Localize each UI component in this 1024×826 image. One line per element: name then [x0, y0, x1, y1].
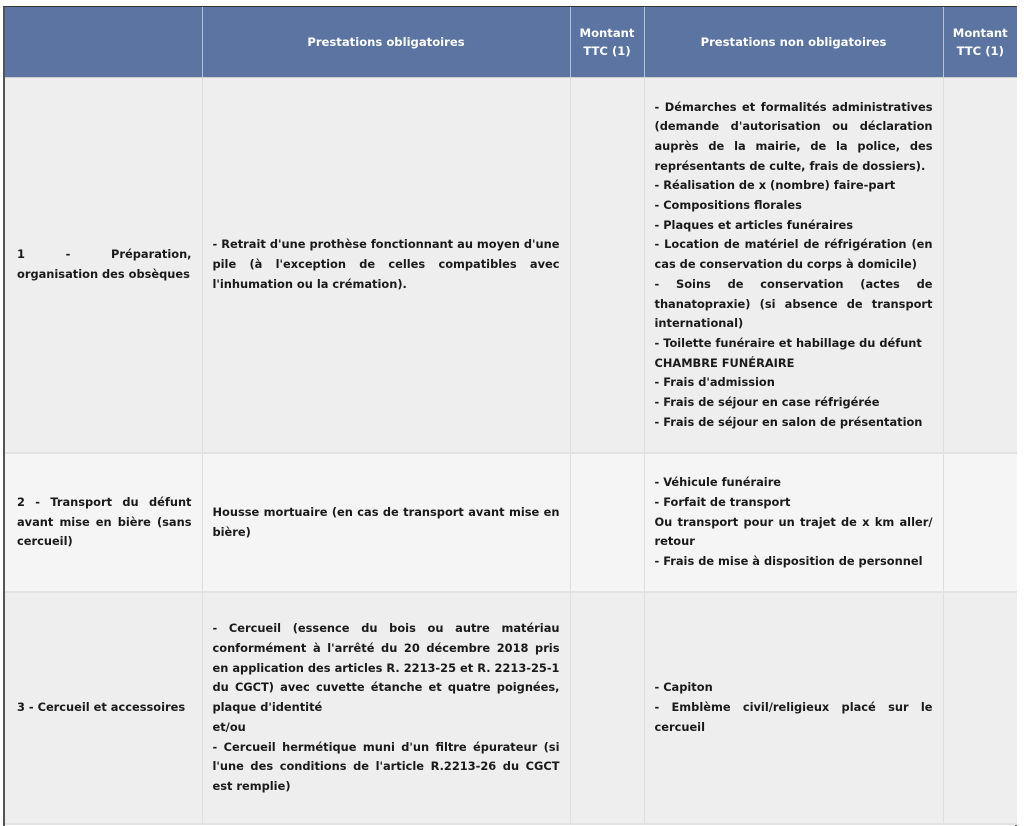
optional-item: - Frais d'admission: [654, 375, 775, 390]
optional-services-cell: [644, 78, 943, 454]
amount-optional-cell[interactable]: [943, 453, 1017, 592]
header-amount-label: Montant: [952, 26, 1008, 40]
optional-item: - Véhicule funéraire: [654, 475, 782, 490]
optional-section-heading: CHAMBRE FUNÉRAIRE: [654, 355, 795, 370]
table-row: [5, 453, 1017, 592]
amount-optional-cell[interactable]: [943, 592, 1017, 824]
optional-item: - Compositions florales: [654, 198, 802, 213]
optional-item: - Réalisation de x (nombre) faire-part: [654, 178, 896, 193]
optional-item: - Toilette funéraire et habillage du défunt: [654, 335, 922, 350]
optional-item: - Démarches et formalités administratives (demande d'autorisation ou déclaration auprès de la mairie, de la police, des représentants de culte, frais de dossiers).: [654, 99, 933, 173]
row-category: 3 - Cercueil et accessoires: [5, 592, 202, 824]
optional-item: - Soins de conservation (actes de thanatopraxie) (si absence de transport international): [654, 276, 933, 331]
optional-item: - Location de matériel de réfrigération (en cas de conservation du corps à domicile): [654, 237, 933, 272]
optional-item: - Frais de mise à disposition de personnel: [654, 554, 923, 569]
mandatory-item: - Cercueil hermétique muni d'un filtre épurateur (si l'une des conditions de l'article R.2213-26 du CGCT est remplie): [212, 739, 560, 793]
optional-item: - Frais de séjour en salon de présentation: [654, 414, 923, 429]
header-category: [5, 7, 202, 78]
header-amount-optional: [943, 7, 1017, 78]
header-amount-label: Montant: [579, 26, 635, 40]
funeral-services-table: [5, 7, 1017, 825]
mandatory-services-cell: - Retrait d'une prothèse fonctionnant au moyen d'une pile (à l'exception de celles compatibles avec l'inhumation ou la crémation).: [202, 78, 570, 454]
header-amount-ttc: TTC (1): [583, 44, 631, 58]
mandatory-connector: et/ou: [212, 719, 246, 734]
amount-optional-cell[interactable]: [943, 78, 1017, 454]
amount-mandatory-cell[interactable]: [570, 453, 644, 592]
row-category: 1 - Préparation, organisation des obsèques: [5, 78, 202, 454]
optional-services-cell: [644, 592, 943, 824]
optional-item: Ou transport pour un trajet de x km aller/ retour: [654, 514, 933, 549]
amount-mandatory-cell[interactable]: [570, 592, 644, 824]
mandatory-services-cell: Housse mortuaire (en cas de transport avant mise en bière): [202, 453, 570, 592]
row-category: 2 - Transport du défunt avant mise en bière (sans cercueil): [5, 453, 202, 592]
header-amount-mandatory: [570, 7, 644, 78]
mandatory-item: - Cercueil (essence du bois ou autre matériau conformément à l'arrêté du 20 décembre 2018 pris en application des articles R. 2213-25 et R. 2213-25-1 du CGCT) avec cuvette étanche et quatre poignées, plaque d'identité: [212, 621, 560, 715]
header-amount-ttc: TTC (1): [956, 44, 1004, 58]
table-row: [5, 592, 1017, 824]
mandatory-services-cell: [202, 592, 570, 824]
table-header-row: [5, 7, 1017, 78]
header-optional-services: Prestations non obligatoires: [644, 7, 943, 78]
funeral-quote-table-frame: [3, 6, 1017, 826]
optional-item: - Plaques et articles funéraires: [654, 217, 854, 232]
table-row: [5, 78, 1017, 454]
optional-item: - Emblème civil/religieux placé sur le cercueil: [654, 700, 933, 734]
optional-item: - Capiton: [654, 680, 713, 695]
optional-item: - Forfait de transport: [654, 494, 791, 509]
amount-mandatory-cell[interactable]: [570, 78, 644, 454]
optional-item: - Frais de séjour en case réfrigérée: [654, 395, 880, 410]
header-mandatory-services: Prestations obligatoires: [202, 7, 570, 78]
optional-services-cell: [644, 453, 943, 592]
